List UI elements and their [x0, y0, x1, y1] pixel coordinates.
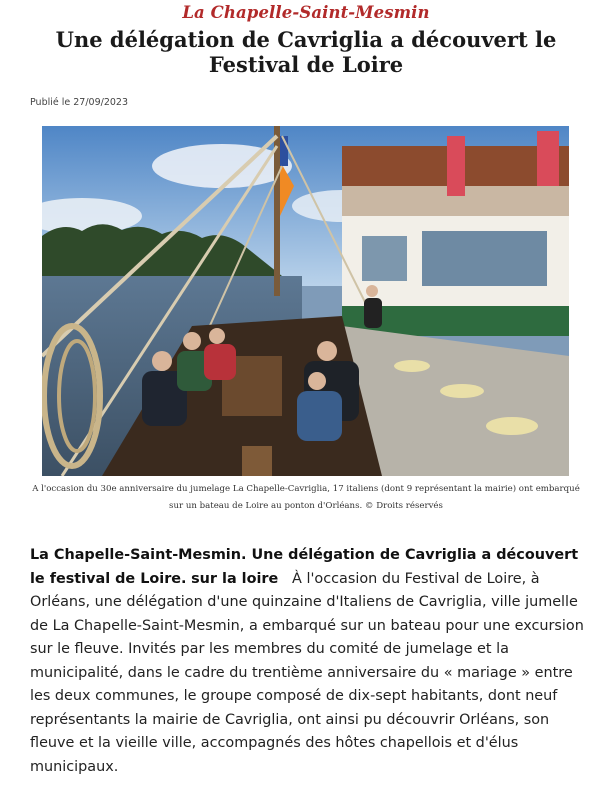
article-body — [30, 544, 586, 779]
photo-caption: A l'occasion du 30e anniversaire du jumelage La Chapelle-Cavriglia, 17 italiens (dont 9 représentant la mairie) ont embarqué sur un bateau de Loire au ponton d'Orléans. © Droits réservés — [32, 484, 580, 511]
boat-photo-illustration — [42, 126, 569, 476]
article-topic-tag[interactable]: sur la loire — [191, 570, 279, 587]
location-kicker: La Chapelle-Saint-Mesmin — [182, 3, 430, 22]
publish-date: Publié le 27/09/2023 — [30, 97, 129, 108]
article-photo — [42, 126, 569, 476]
article-lead: La Chapelle-Saint-Mesmin. Une délégation de Cavriglia a découvert le festival de Loire. — [30, 547, 579, 587]
article-title: Une délégation de Cavriglia a découvert le Festival de Loire — [55, 27, 557, 77]
article-text: À l'occasion du Festival de Loire, à Orléans, une délégation d'une quinzaine d'Italiens de Cavriglia, ville jumelle de La Chapelle-Saint-Mesmin, a embarqué sur un bateau pour une excursion sur le fleuve. Invités par les membres du comité de jumelage et la municipalité, dans le cadre du trentième anniversaire du « mariage » entre les deux communes, le groupe composé de dix-sept habitants, dont neuf représentants la mairie de Cavriglia, ont ainsi pu découvrir Orléans, son fleuve et la vieille ville, accompagnés des hôtes chapellois et d'élus municipaux. — [30, 570, 584, 775]
